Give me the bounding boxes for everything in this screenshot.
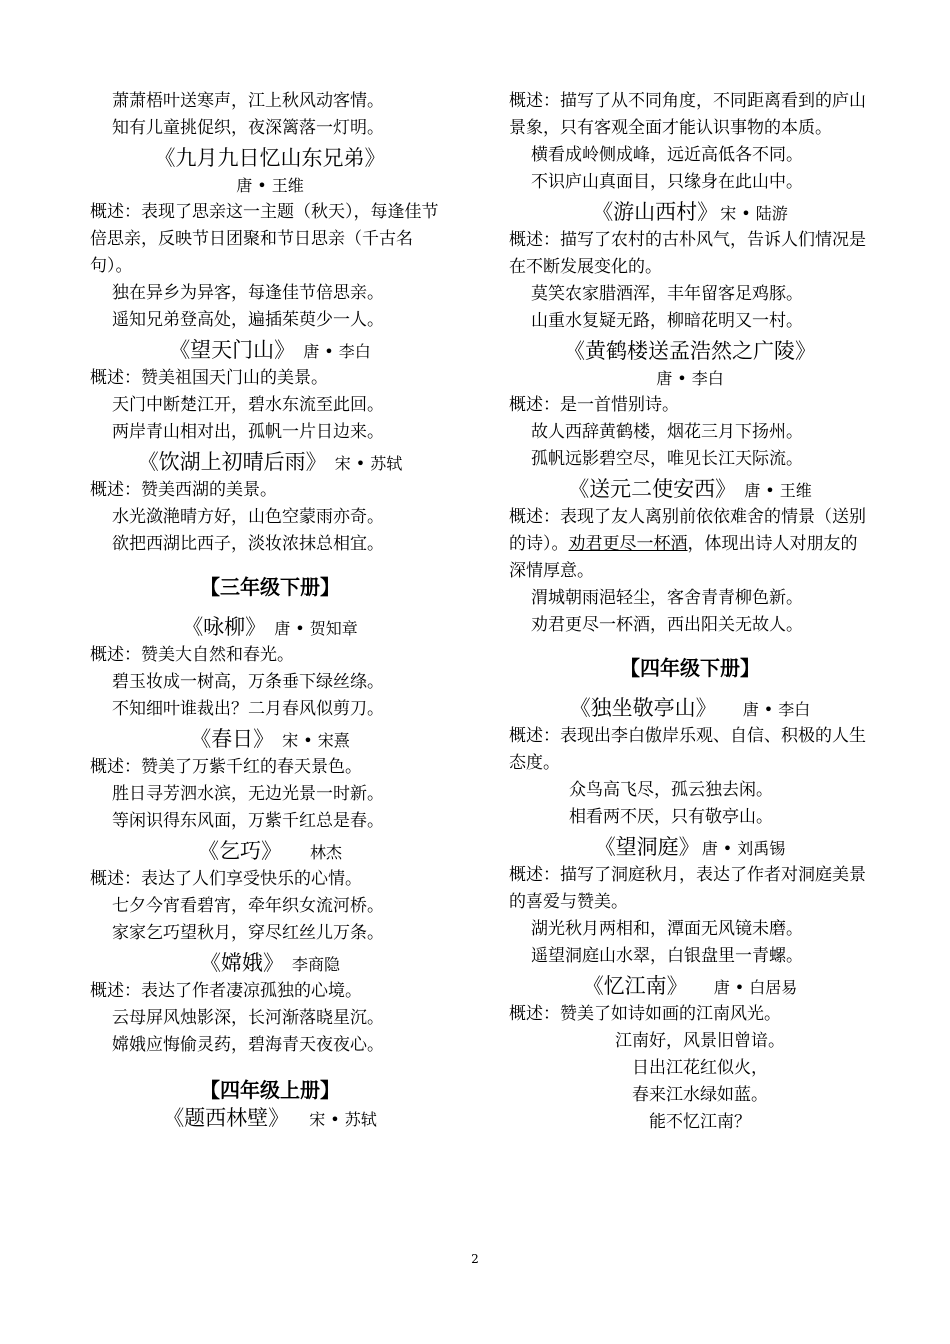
poem-title: 《九月九日忆山东兄弟》 [154, 146, 386, 170]
verse-line: 劝君更尽一杯酒，西出阳关无故人。 [531, 615, 803, 635]
poem-description: 概述：描写了洞庭秋月，表达了作者对洞庭美景的喜爱与赞美。 [509, 865, 866, 912]
verse-line: 遥望洞庭山水翠，白银盘里一青螺。 [531, 946, 803, 966]
poem-title: 《望洞庭》 [594, 835, 700, 859]
verse-line: 嫦娥应悔偷灵药，碧海青天夜夜心。 [112, 1035, 384, 1055]
poem-title: 《游山西村》 [592, 200, 719, 224]
poem-heading [90, 449, 450, 477]
poem-author: 唐 • 贺知章 [274, 619, 358, 638]
left-column [90, 88, 450, 1133]
section-heading: 【三年级下册】 [200, 575, 340, 599]
poem-author: 唐 • 白居易 [713, 978, 798, 997]
poem-heading [509, 476, 871, 504]
verse-line: 相看两不厌，只有敬亭山。 [569, 807, 773, 827]
poem-description: 概述：描写了农村的古朴风气，告诉人们情况是在不断发展变化的。 [509, 230, 866, 277]
verse-line: 萧萧梧叶送寒声，江上秋风动客情。 [112, 91, 384, 111]
poem-title: 《送元二使安西》 [568, 477, 737, 501]
poem-author: 宋 • 宋熹 [282, 731, 350, 750]
poem-heading [90, 726, 450, 754]
poem-description: 概述：描写了从不同角度，不同距离看到的庐山景象，只有客观全面才能认识事物的本质。 [509, 91, 866, 138]
verse-line: 欲把西湖比西子，淡妆浓抹总相宜。 [112, 534, 384, 554]
poem-description: 概述：赞美了万紫千红的春天景色。 [90, 757, 362, 777]
poem-title: 《黄鹤楼送孟浩然之广陵》 [564, 339, 816, 363]
page-number: 2 [471, 1252, 479, 1266]
poem-heading [509, 199, 871, 227]
verse-line: 七夕今宵看碧宵，牵年织女流河桥。 [112, 896, 384, 916]
poem-title: 《春日》 [190, 727, 275, 751]
right-column [509, 88, 871, 1136]
poem-author: 唐 • 李白 [656, 369, 724, 388]
verse-line: 莫笑农家腊酒浑，丰年留客足鸡豚。 [531, 284, 803, 304]
poem-author: 唐 • 刘禹锡 [701, 839, 786, 858]
section-heading: 【四年级下册】 [620, 656, 760, 680]
poem-author: 林杰 [309, 843, 342, 862]
poem-heading [90, 838, 450, 866]
verse-line: 日出江花红似火， [632, 1058, 768, 1078]
poem-title: 《独坐敬亭山》 [569, 696, 717, 720]
poem-author: 唐 • 王维 [236, 176, 304, 195]
verse-line: 不识庐山真面目，只缘身在此山中。 [531, 172, 803, 192]
poem-title: 《望天门山》 [169, 338, 296, 362]
verse-line: 湖光秋月两相和，潭面无风镜未磨。 [531, 919, 803, 939]
poem-title: 《题西林壁》 [163, 1106, 290, 1130]
verse-line: 江南好，风景旧曾谙。 [615, 1031, 785, 1051]
poem-author: 宋 • 陆游 [720, 204, 788, 223]
poem-description: 概述：赞美了如诗如画的江南风光。 [509, 1004, 781, 1024]
underlined-quote: 劝君更尽一杯酒 [568, 534, 688, 554]
poem-heading [509, 973, 871, 1001]
poem-heading [90, 337, 450, 365]
poem-author: 唐 • 李白 [742, 700, 811, 719]
poem-heading [90, 614, 450, 642]
verse-line: 故人西辞黄鹤楼，烟花三月下扬州。 [531, 422, 803, 442]
poem-description: 概述：表现了思亲这一主题（秋天），每逢佳节倍思亲，反映节日团聚和节日思亲（千古名句）。 [90, 202, 439, 276]
verse-line: 水光潋滟晴方好，山色空蒙雨亦奇。 [112, 507, 384, 527]
poem-description: 概述：赞美大自然和春光。 [90, 645, 294, 665]
poem-title: 《饮湖上初晴后雨》 [137, 450, 327, 474]
poem-heading [90, 950, 450, 978]
verse-line: 众鸟高飞尽，孤云独去闲。 [569, 780, 773, 800]
poem-author: 李商隐 [291, 955, 340, 974]
verse-line: 天门中断楚江开，碧水东流至此回。 [112, 395, 384, 415]
verse-line: 春来江水绿如蓝。 [632, 1085, 768, 1105]
poem-description [509, 504, 871, 585]
verse-line: 山重水复疑无路，柳暗花明又一村。 [531, 311, 803, 331]
verse-line: 云母屏风烛影深，长河渐落晓星沉。 [112, 1008, 384, 1028]
poem-description: 概述：表现出李白傲岸乐观、自信、积极的人生态度。 [509, 726, 866, 773]
verse-line: 知有儿童挑促织，夜深篱落一灯明。 [112, 118, 384, 138]
poem-author: 唐 • 李白 [303, 342, 371, 361]
poem-description: 概述：表达了人们享受快乐的心情。 [90, 869, 362, 889]
poem-heading [509, 834, 871, 862]
verse-line: 孤帆远影碧空尽，唯见长江天际流。 [531, 449, 803, 469]
poem-description: 概述：是一首惜别诗。 [509, 395, 679, 415]
poem-heading [90, 1105, 450, 1133]
poem-description: 概述：赞美西湖的美景。 [90, 480, 277, 500]
verse-line: 横看成岭侧成峰，远近高低各不同。 [531, 145, 803, 165]
poem-author: 唐 • 王维 [744, 481, 812, 500]
verse-line: 胜日寻芳泗水滨，无边光景一时新。 [112, 784, 384, 804]
poem-author: 宋 • 苏轼 [309, 1110, 377, 1129]
poem-heading [509, 695, 871, 723]
verse-line: 碧玉妆成一树高，万条垂下绿丝绦。 [112, 672, 384, 692]
verse-line: 渭城朝雨浥轻尘，客舍青青柳色新。 [531, 588, 803, 608]
poem-title: 《忆江南》 [582, 974, 688, 998]
poem-description: 概述：赞美祖国天门山的美景。 [90, 368, 328, 388]
verse-line: 家家乞巧望秋月，穿尽红丝儿万条。 [112, 923, 384, 943]
verse-line: 两岸青山相对出，孤帆一片日边来。 [112, 422, 384, 442]
poem-title: 《乞巧》 [197, 839, 282, 863]
description-text: ，体现出诗人对朋友的深情厚意。 [509, 534, 858, 581]
verse-line: 能不忆江南？ [649, 1112, 751, 1132]
verse-line: 不知细叶谁裁出？二月春风似剪刀。 [112, 699, 384, 719]
poem-title: 《咏柳》 [182, 615, 267, 639]
description-text: 概述：表现了友人离别前依依难舍的情景（送别的诗）。 [509, 507, 866, 554]
section-heading: 【四年级上册】 [200, 1078, 340, 1102]
poem-author: 宋 • 苏轼 [334, 454, 403, 473]
poem-description: 概述：表达了作者凄凉孤独的心境。 [90, 981, 362, 1001]
poem-title: 《嫦娥》 [199, 951, 284, 975]
verse-line: 遥知兄弟登高处，遍插茱萸少一人。 [112, 310, 384, 330]
verse-line: 等闲识得东风面，万紫千红总是春。 [112, 811, 384, 831]
verse-line: 独在异乡为异客，每逢佳节倍思亲。 [112, 283, 384, 303]
